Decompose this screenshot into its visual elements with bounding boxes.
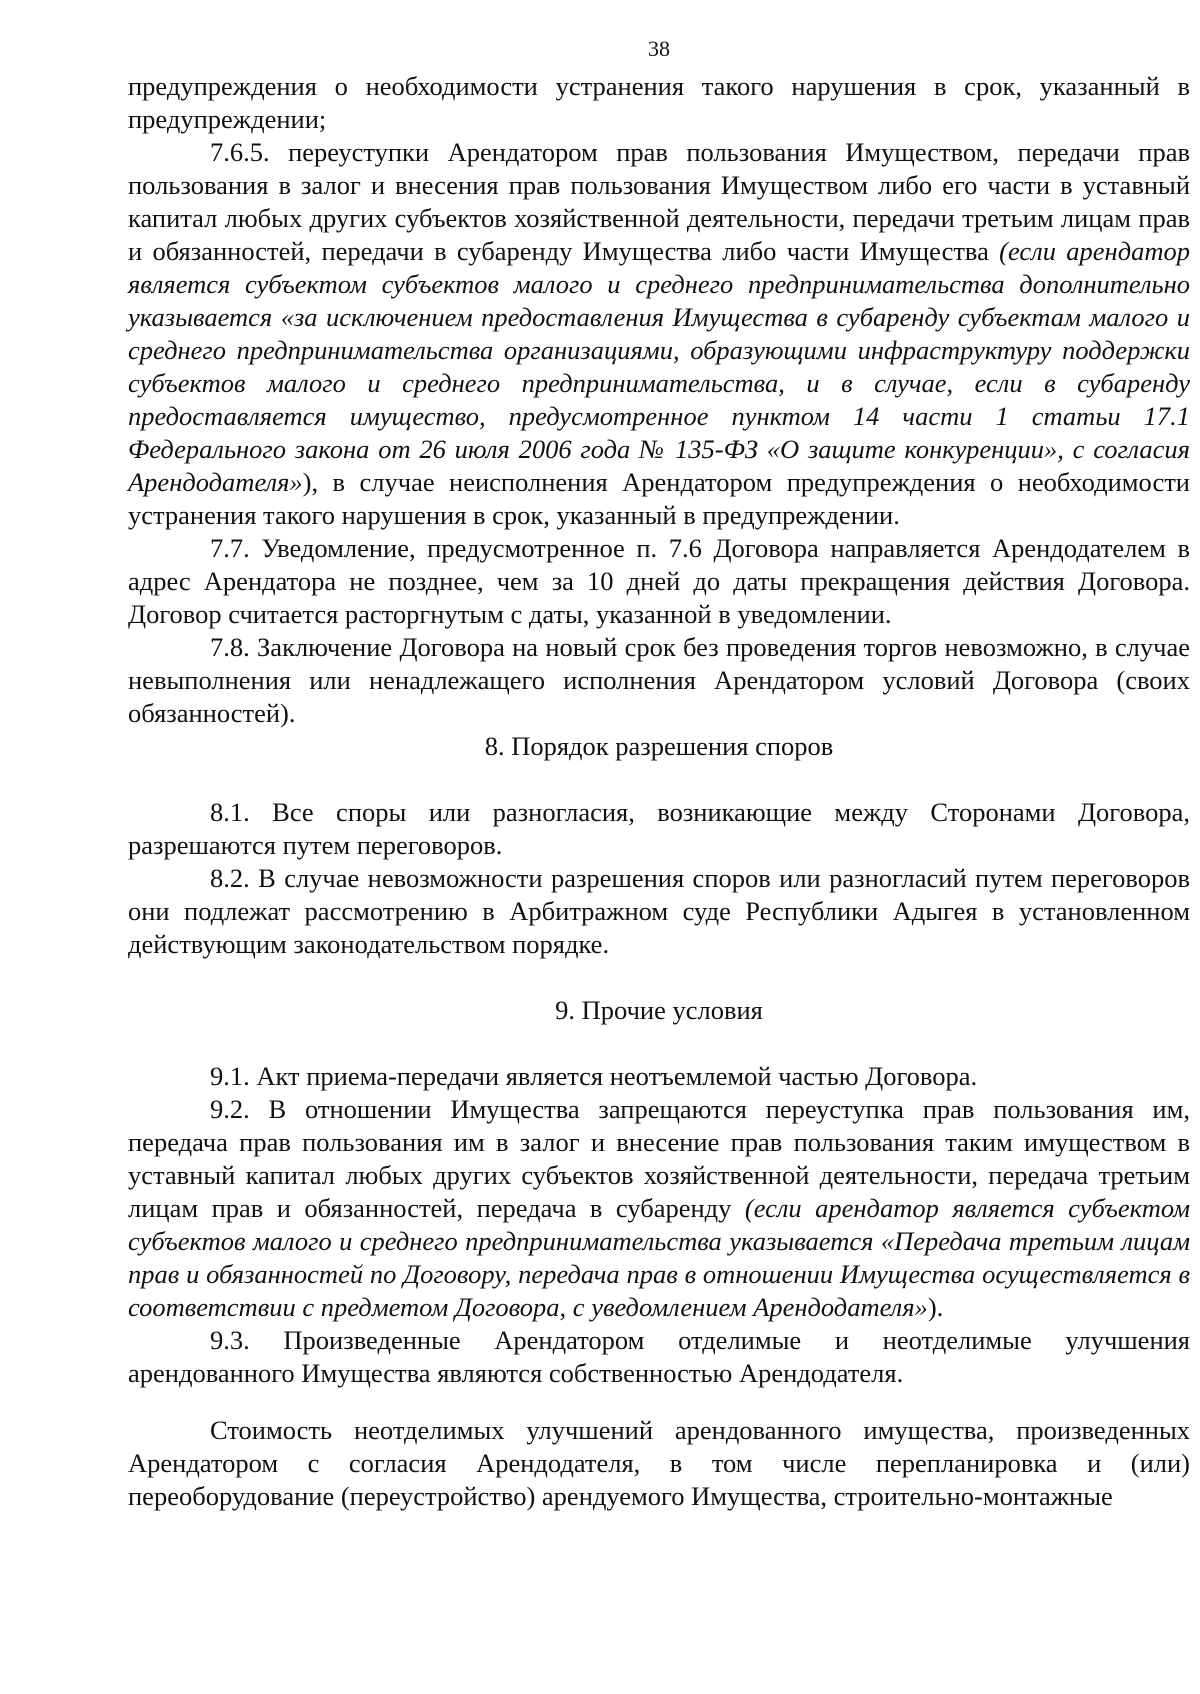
document-page — [128, 36, 1190, 1513]
paragraph-9-2 — [128, 1093, 1190, 1324]
paragraph-8-1: 8.1. Все споры или разногласия, возникающие между Сторонами Договора, разрешаются путем переговоров. — [128, 797, 1190, 860]
paragraph-7-6-5 — [128, 136, 1190, 532]
page-number: 38 — [648, 36, 670, 61]
paragraph-continuation: предупреждения о необходимости устранения такого нарушения в срок, указанный в предупреждении; — [128, 71, 1190, 134]
paragraph-9-2-tail: ). — [927, 1292, 944, 1322]
paragraph-7-6-5-tail: ), в случае неисполнения Арендатором предупреждения о необходимости устранения такого нарушения в срок, указанный в предупреждении. — [128, 467, 1190, 530]
paragraph-9-2-italic-note: (если арендатор является субъектом субъектов малого и среднего предпринимательства указывается «Передача третьим лицам прав и обязанностей по Договору, передача прав в отношении Имущества осуществляется в соответствии с предметом Договора, с уведомлением Арендодателя» — [128, 1193, 1190, 1322]
paragraph-7-7: 7.7. Уведомление, предусмотренное п. 7.6 Договора направляется Арендодателем в адрес Арендатора не позднее, чем за 10 дней до даты прекращения действия Договора. Договор считается расторгнутым с даты, указанной в уведомлении. — [128, 533, 1190, 629]
paragraph-7-8: 7.8. Заключение Договора на новый срок без проведения торгов невозможно, в случае невыполнения или ненадлежащего исполнения Арендатором условий Договора (своих обязанностей). — [128, 632, 1190, 728]
section-8-heading: 8. Порядок разрешения споров — [484, 731, 834, 761]
paragraph-7-6-5-italic-note: (если арендатор является субъектом субъектов малого и среднего предпринимательства дополнительно указывается «за исключением предоставления Имущества в субаренду субъектам малого и среднего предпринимательства организациями, образующими инфраструктуру поддержки субъектов малого и среднего предпринимательства, и в случае, если в субаренду предоставляется имущество, предусмотренное пунктом 14 части 1 статьи 17.1 Федерального закона от 26 июля 2006 года № 135-ФЗ «О защите конкуренции», с согласия Арендодателя» — [128, 236, 1190, 497]
paragraph-8-2: 8.2. В случае невозможности разрешения споров или разногласий путем переговоров они подлежат рассмотрению в Арбитражном суде Республики Адыгея в установленном действующим законодательством порядке. — [128, 863, 1190, 959]
paragraph-7-6-5-lead: 7.6.5. переуступки Арендатором прав пользования Имуществом, передачи прав пользования в залог и внесения прав пользования Имуществом либо его части в уставный капитал любых других субъектов хозяйственной деятельности, передачи третьим лицам прав и обязанностей, передачи в субаренду Имущества либо части Имущества — [128, 137, 1190, 266]
paragraph-9-1: 9.1. Акт приема-передачи является неотъемлемой частью Договора. — [210, 1061, 978, 1091]
paragraph-9-2-lead: 9.2. В отношении Имущества запрещаются переуступка прав пользования им, передача прав пользования им в залог и внесение прав пользования таким имуществом в уставный капитал любых других субъектов хозяйственной деятельности, передача третьим лицам прав и обязанностей, передача в субаренду — [128, 1094, 1190, 1223]
paragraph-9-3: 9.3. Произведенные Арендатором отделимые и неотделимые улучшения арендованного Имущества являются собственностью Арендодателя. — [128, 1325, 1190, 1388]
paragraph-cost-improvements: Стоимость неотделимых улучшений арендованного имущества, произведенных Арендатором с согласия Арендодателя, в том числе перепланировка и (или) переоборудование (переустройство) арендуемого Имущества, строительно-монтажные — [128, 1415, 1190, 1511]
section-9-heading: 9. Прочие условия — [555, 995, 763, 1025]
